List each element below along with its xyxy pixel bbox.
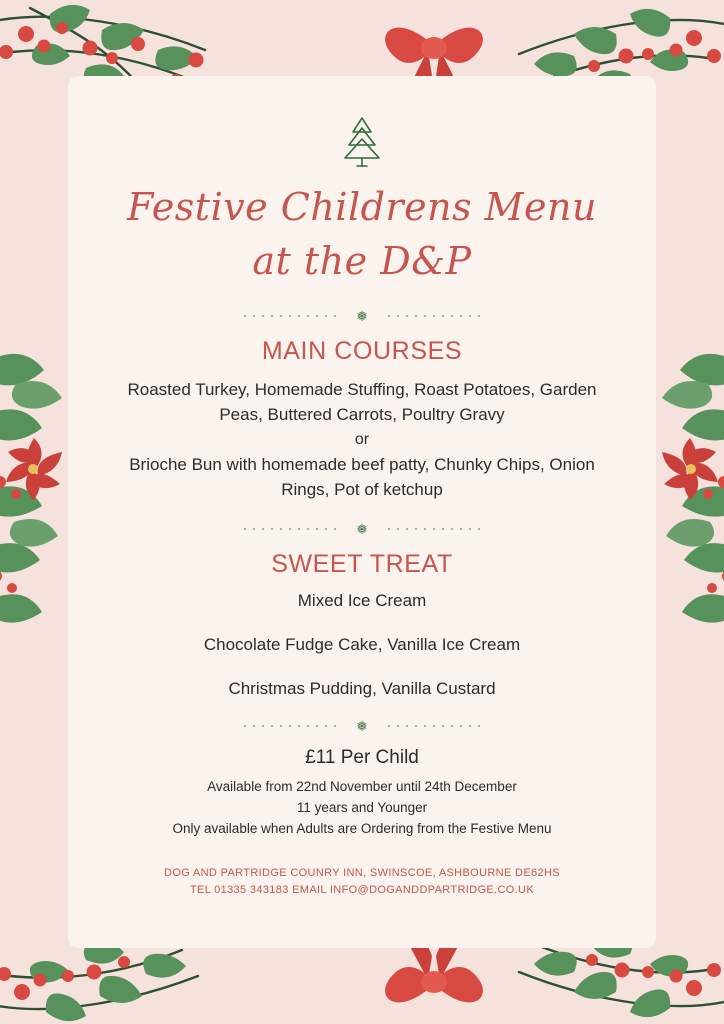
footer	[68, 865, 656, 900]
footer-address: DOG AND PARTRIDGE COUNRY INN, SWINSCOE, ASHBOURNE DE62HS	[164, 866, 560, 879]
page-title: Festive Childrens Menu at the D&P	[127, 185, 597, 283]
sweet-treat-item: Mixed Ice Cream	[297, 591, 427, 611]
main-course-option-one: Roasted Turkey, Homemade Stuffing, Roast Potatoes, Garden Peas, Buttered Carrots, Poultry Gravy	[127, 379, 597, 424]
dotted-rule-left	[238, 527, 342, 531]
main-course-or-label: or	[354, 431, 370, 449]
clover-icon: ❅	[356, 307, 368, 324]
sweet-treat-item: Christmas Pudding, Vanilla Custard	[228, 679, 496, 699]
clover-icon: ❅	[356, 521, 368, 538]
menu-card	[68, 76, 656, 948]
dotted-rule-right	[382, 314, 486, 318]
divider-bottom	[110, 719, 614, 733]
divider-middle	[110, 522, 614, 536]
dotted-rule-right	[382, 527, 486, 531]
conditions-note: Only available when Adults are Ordering from the Festive Menu	[172, 821, 552, 837]
dotted-rule-left	[238, 724, 342, 728]
christmas-tree-icon	[339, 114, 385, 175]
sweet-treat-item: Chocolate Fudge Cake, Vanilla Ice Cream	[203, 635, 521, 655]
footer-contact: TEL 01335 343183 EMAIL INFO@DOGANDDPARTRIDGE.CO.UK	[189, 884, 535, 897]
age-note: 11 years and Younger	[296, 800, 428, 816]
section-heading-main-courses: MAIN COURSES	[261, 336, 463, 365]
availability-note: Available from 22nd November until 24th December	[207, 779, 517, 795]
divider-top	[110, 309, 614, 323]
dotted-rule-left	[238, 314, 342, 318]
main-course-option-two: Brioche Bun with homemade beef patty, Chunky Chips, Onion Rings, Pot of ketchup	[129, 455, 595, 499]
price-text: £11 Per Child	[305, 747, 419, 769]
section-heading-sweet-treat: SWEET TREAT	[271, 550, 453, 579]
dotted-rule-right	[382, 724, 486, 728]
clover-icon: ❅	[356, 718, 368, 735]
